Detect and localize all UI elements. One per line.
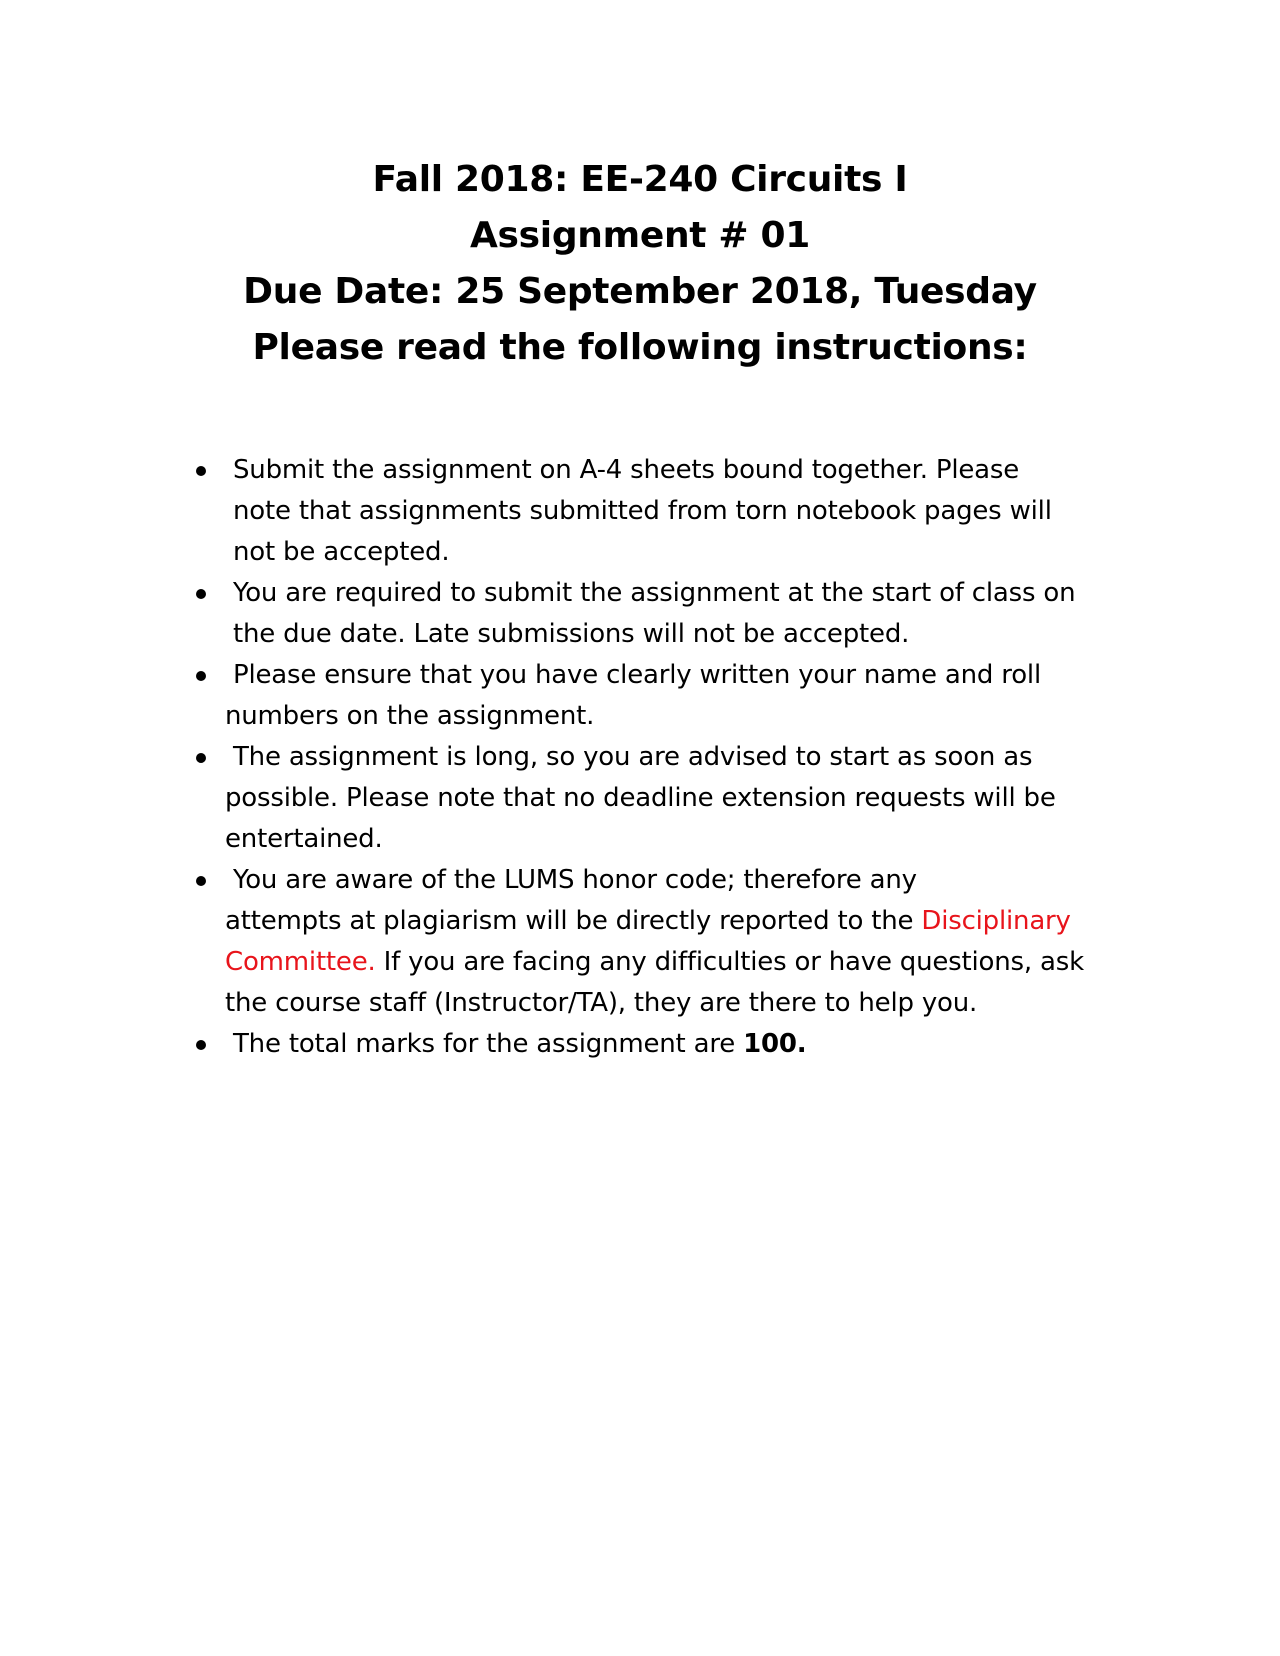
due-date: Due Date: 25 September 2018, Tuesday	[243, 271, 1037, 312]
instruction-item-submission-format	[196, 450, 1136, 573]
total-marks-value: 100.	[743, 1029, 807, 1059]
instruction-line: You are aware of the LUMS honor code; therefore any	[233, 865, 917, 895]
bullet-icon	[196, 466, 206, 476]
disciplinary-committee-highlight: Disciplinary	[921, 906, 1071, 936]
instruction-text: The total marks for the assignment are	[233, 1029, 744, 1059]
instruction-item-total-marks	[196, 1024, 1136, 1065]
instruction-line	[196, 942, 1136, 983]
instruction-line: entertained.	[225, 824, 383, 854]
instruction-line: possible. Please note that no deadline extension requests will be	[225, 783, 1056, 813]
instruction-item-name-roll	[196, 655, 1136, 737]
bullet-icon	[196, 589, 206, 599]
assignment-number: Assignment # 01	[469, 215, 811, 256]
instructions-list	[196, 450, 1136, 1065]
document-header	[0, 152, 1280, 376]
instruction-line	[196, 901, 1136, 942]
instruction-text: If you are facing any difficulties or have questions, ask	[375, 947, 1084, 977]
instructions-heading: Please read the following instructions:	[252, 327, 1028, 368]
instruction-line: not be accepted.	[233, 537, 450, 567]
course-title: Fall 2018: EE-240 Circuits I	[372, 159, 908, 200]
instruction-line: the due date. Late submissions will not be accepted.	[233, 619, 910, 649]
bullet-icon	[196, 671, 206, 681]
bullet-icon	[196, 876, 206, 886]
instruction-item-submission-time	[196, 573, 1136, 655]
instruction-line: numbers on the assignment.	[225, 701, 595, 731]
bullet-icon	[196, 1040, 206, 1050]
instruction-line: note that assignments submitted from torn notebook pages will	[233, 496, 1052, 526]
bullet-icon	[196, 753, 206, 763]
instruction-line	[196, 1024, 1136, 1065]
instruction-line: The assignment is long, so you are advised to start as soon as	[233, 742, 1033, 772]
instruction-line: Submit the assignment on A-4 sheets bound together. Please	[233, 455, 1020, 485]
instruction-text: attempts at plagiarism will be directly reported to the	[225, 906, 922, 936]
instruction-line: Please ensure that you have clearly written your name and roll	[233, 660, 1041, 690]
instruction-line: the course staff (Instructor/TA), they are there to help you.	[225, 988, 978, 1018]
instruction-item-honor-code	[196, 860, 1136, 1024]
instruction-item-start-early	[196, 737, 1136, 860]
disciplinary-committee-highlight: Committee.	[225, 947, 376, 977]
instruction-line: You are required to submit the assignment at the start of class on	[233, 578, 1076, 608]
